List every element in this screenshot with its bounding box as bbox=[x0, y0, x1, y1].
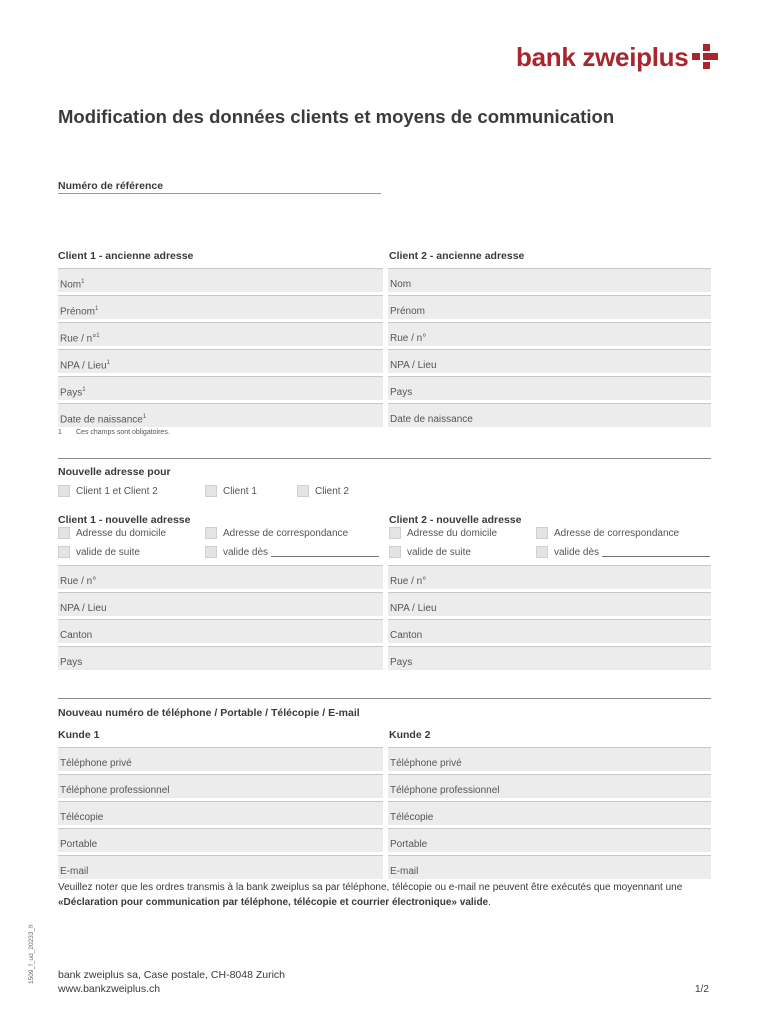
client1-old-address-heading: Client 1 - ancienne adresse bbox=[58, 250, 194, 262]
client2-domicile-option[interactable]: Adresse du domicile bbox=[389, 527, 497, 539]
kunde1-mobile-field[interactable]: Portable bbox=[58, 828, 383, 852]
valid-from-date-line[interactable] bbox=[271, 547, 379, 557]
client2-new-npa-field[interactable]: NPA / Lieu bbox=[388, 592, 711, 616]
checkbox[interactable] bbox=[389, 527, 401, 539]
contact-heading: Nouveau numéro de téléphone / Portable / Télécopie / E-mail bbox=[58, 707, 360, 719]
bank-logo-text: bank zweiplus bbox=[516, 41, 689, 72]
kunde2-email-field[interactable]: E-mail bbox=[388, 855, 711, 879]
client1-old-npa-field[interactable]: NPA / Lieu$^1$ bbox=[58, 349, 383, 373]
client2-old-prenom-field[interactable]: Prénom bbox=[388, 295, 711, 319]
kunde2-fax-field[interactable]: Télécopie bbox=[388, 801, 711, 825]
kunde2-heading: Kunde 2 bbox=[389, 729, 431, 741]
section-divider bbox=[58, 698, 711, 699]
checkbox[interactable] bbox=[205, 546, 217, 558]
checkbox[interactable] bbox=[58, 546, 70, 558]
client2-old-birthdate-field[interactable]: Date de naissance bbox=[388, 403, 711, 427]
client2-new-pays-field[interactable]: Pays bbox=[388, 646, 711, 670]
client2-new-canton-field[interactable]: Canton bbox=[388, 619, 711, 643]
valid-from-date-line[interactable] bbox=[602, 547, 710, 557]
plus-icon bbox=[692, 44, 718, 70]
client1-old-prenom-field[interactable]: Prénom$^1$ bbox=[58, 295, 383, 319]
option-client1[interactable]: Client 1 bbox=[205, 485, 257, 497]
checkbox[interactable] bbox=[58, 485, 70, 497]
new-address-heading: Nouvelle adresse pour bbox=[58, 466, 171, 478]
client2-old-npa-field[interactable]: NPA / Lieu bbox=[388, 349, 711, 373]
kunde2-phone-private-field[interactable]: Téléphone privé bbox=[388, 747, 711, 771]
client1-valid-immediately-option[interactable]: valide de suite bbox=[58, 546, 140, 558]
option-client1-and-client2[interactable]: Client 1 et Client 2 bbox=[58, 485, 158, 497]
client1-new-canton-field[interactable]: Canton bbox=[58, 619, 383, 643]
footer-address: bank zweiplus sa, Case postale, CH-8048 Zurich bbox=[58, 969, 286, 981]
client1-old-birthdate-field[interactable]: Date de naissance$^1$ bbox=[58, 403, 383, 427]
checkbox[interactable] bbox=[536, 527, 548, 539]
kunde1-phone-business-field[interactable]: Téléphone professionnel bbox=[58, 774, 383, 798]
kunde2-mobile-field[interactable]: Portable bbox=[388, 828, 711, 852]
client2-old-rue-field[interactable]: Rue / n° bbox=[388, 322, 711, 346]
client2-old-address-heading: Client 2 - ancienne adresse bbox=[389, 250, 525, 262]
client1-new-pays-field[interactable]: Pays bbox=[58, 646, 383, 670]
client2-new-address-heading: Client 2 - nouvelle adresse bbox=[389, 514, 522, 526]
option-client2[interactable]: Client 2 bbox=[297, 485, 349, 497]
kunde1-heading: Kunde 1 bbox=[58, 729, 100, 741]
document-code: 1509_f_ud_20233_fr bbox=[28, 923, 35, 984]
section-divider bbox=[58, 458, 711, 459]
client2-valid-from-option[interactable]: valide dès bbox=[536, 546, 710, 558]
kunde2-phone-business-field[interactable]: Téléphone professionnel bbox=[388, 774, 711, 798]
bank-logo bbox=[516, 42, 718, 72]
notice-paragraph: Veuillez noter que les ordres transmis à la bank zweiplus sa par téléphone, télécopie ou e-mail ne peuvent être exécutés que moyennant une «Déclaration pour communication par téléphone, télécopie et courrier électronique» valide. bbox=[58, 882, 683, 908]
client2-correspondance-option[interactable]: Adresse de correspondance bbox=[536, 527, 679, 539]
checkbox[interactable] bbox=[205, 485, 217, 497]
client1-correspondance-option[interactable]: Adresse de correspondance bbox=[205, 527, 348, 539]
footer-website: www.bankzweiplus.ch bbox=[58, 983, 161, 995]
checkbox[interactable] bbox=[297, 485, 309, 497]
reference-input-line[interactable] bbox=[58, 193, 381, 194]
checkbox[interactable] bbox=[536, 546, 548, 558]
client2-old-nom-field[interactable]: Nom bbox=[388, 268, 711, 292]
client1-valid-from-option[interactable]: valide dès bbox=[205, 546, 379, 558]
client1-new-npa-field[interactable]: NPA / Lieu bbox=[58, 592, 383, 616]
checkbox[interactable] bbox=[205, 527, 217, 539]
client2-valid-immediately-option[interactable]: valide de suite bbox=[389, 546, 471, 558]
checkbox[interactable] bbox=[58, 527, 70, 539]
kunde1-fax-field[interactable]: Télécopie bbox=[58, 801, 383, 825]
client2-old-pays-field[interactable]: Pays bbox=[388, 376, 711, 400]
kunde1-email-field[interactable]: E-mail bbox=[58, 855, 383, 879]
client1-old-pays-field[interactable]: Pays$^1$ bbox=[58, 376, 383, 400]
client1-domicile-option[interactable]: Adresse du domicile bbox=[58, 527, 166, 539]
page-number: 1/2 bbox=[695, 984, 709, 995]
client1-old-rue-field[interactable]: Rue / n°$^1$ bbox=[58, 322, 383, 346]
footer-address-block bbox=[58, 968, 285, 996]
checkbox[interactable] bbox=[389, 546, 401, 558]
client1-old-nom-field[interactable]: Nom$^1$ bbox=[58, 268, 383, 292]
client1-new-address-heading: Client 1 - nouvelle adresse bbox=[58, 514, 191, 526]
reference-label: Numéro de référence bbox=[58, 180, 164, 192]
client1-new-rue-field[interactable]: Rue / n° bbox=[58, 565, 383, 589]
kunde1-phone-private-field[interactable]: Téléphone privé bbox=[58, 747, 383, 771]
required-note: 1 Ces champs sont obligatoires. bbox=[58, 429, 170, 436]
client2-new-rue-field[interactable]: Rue / n° bbox=[388, 565, 711, 589]
page-title: Modification des données clients et moyens de communication bbox=[58, 106, 615, 127]
